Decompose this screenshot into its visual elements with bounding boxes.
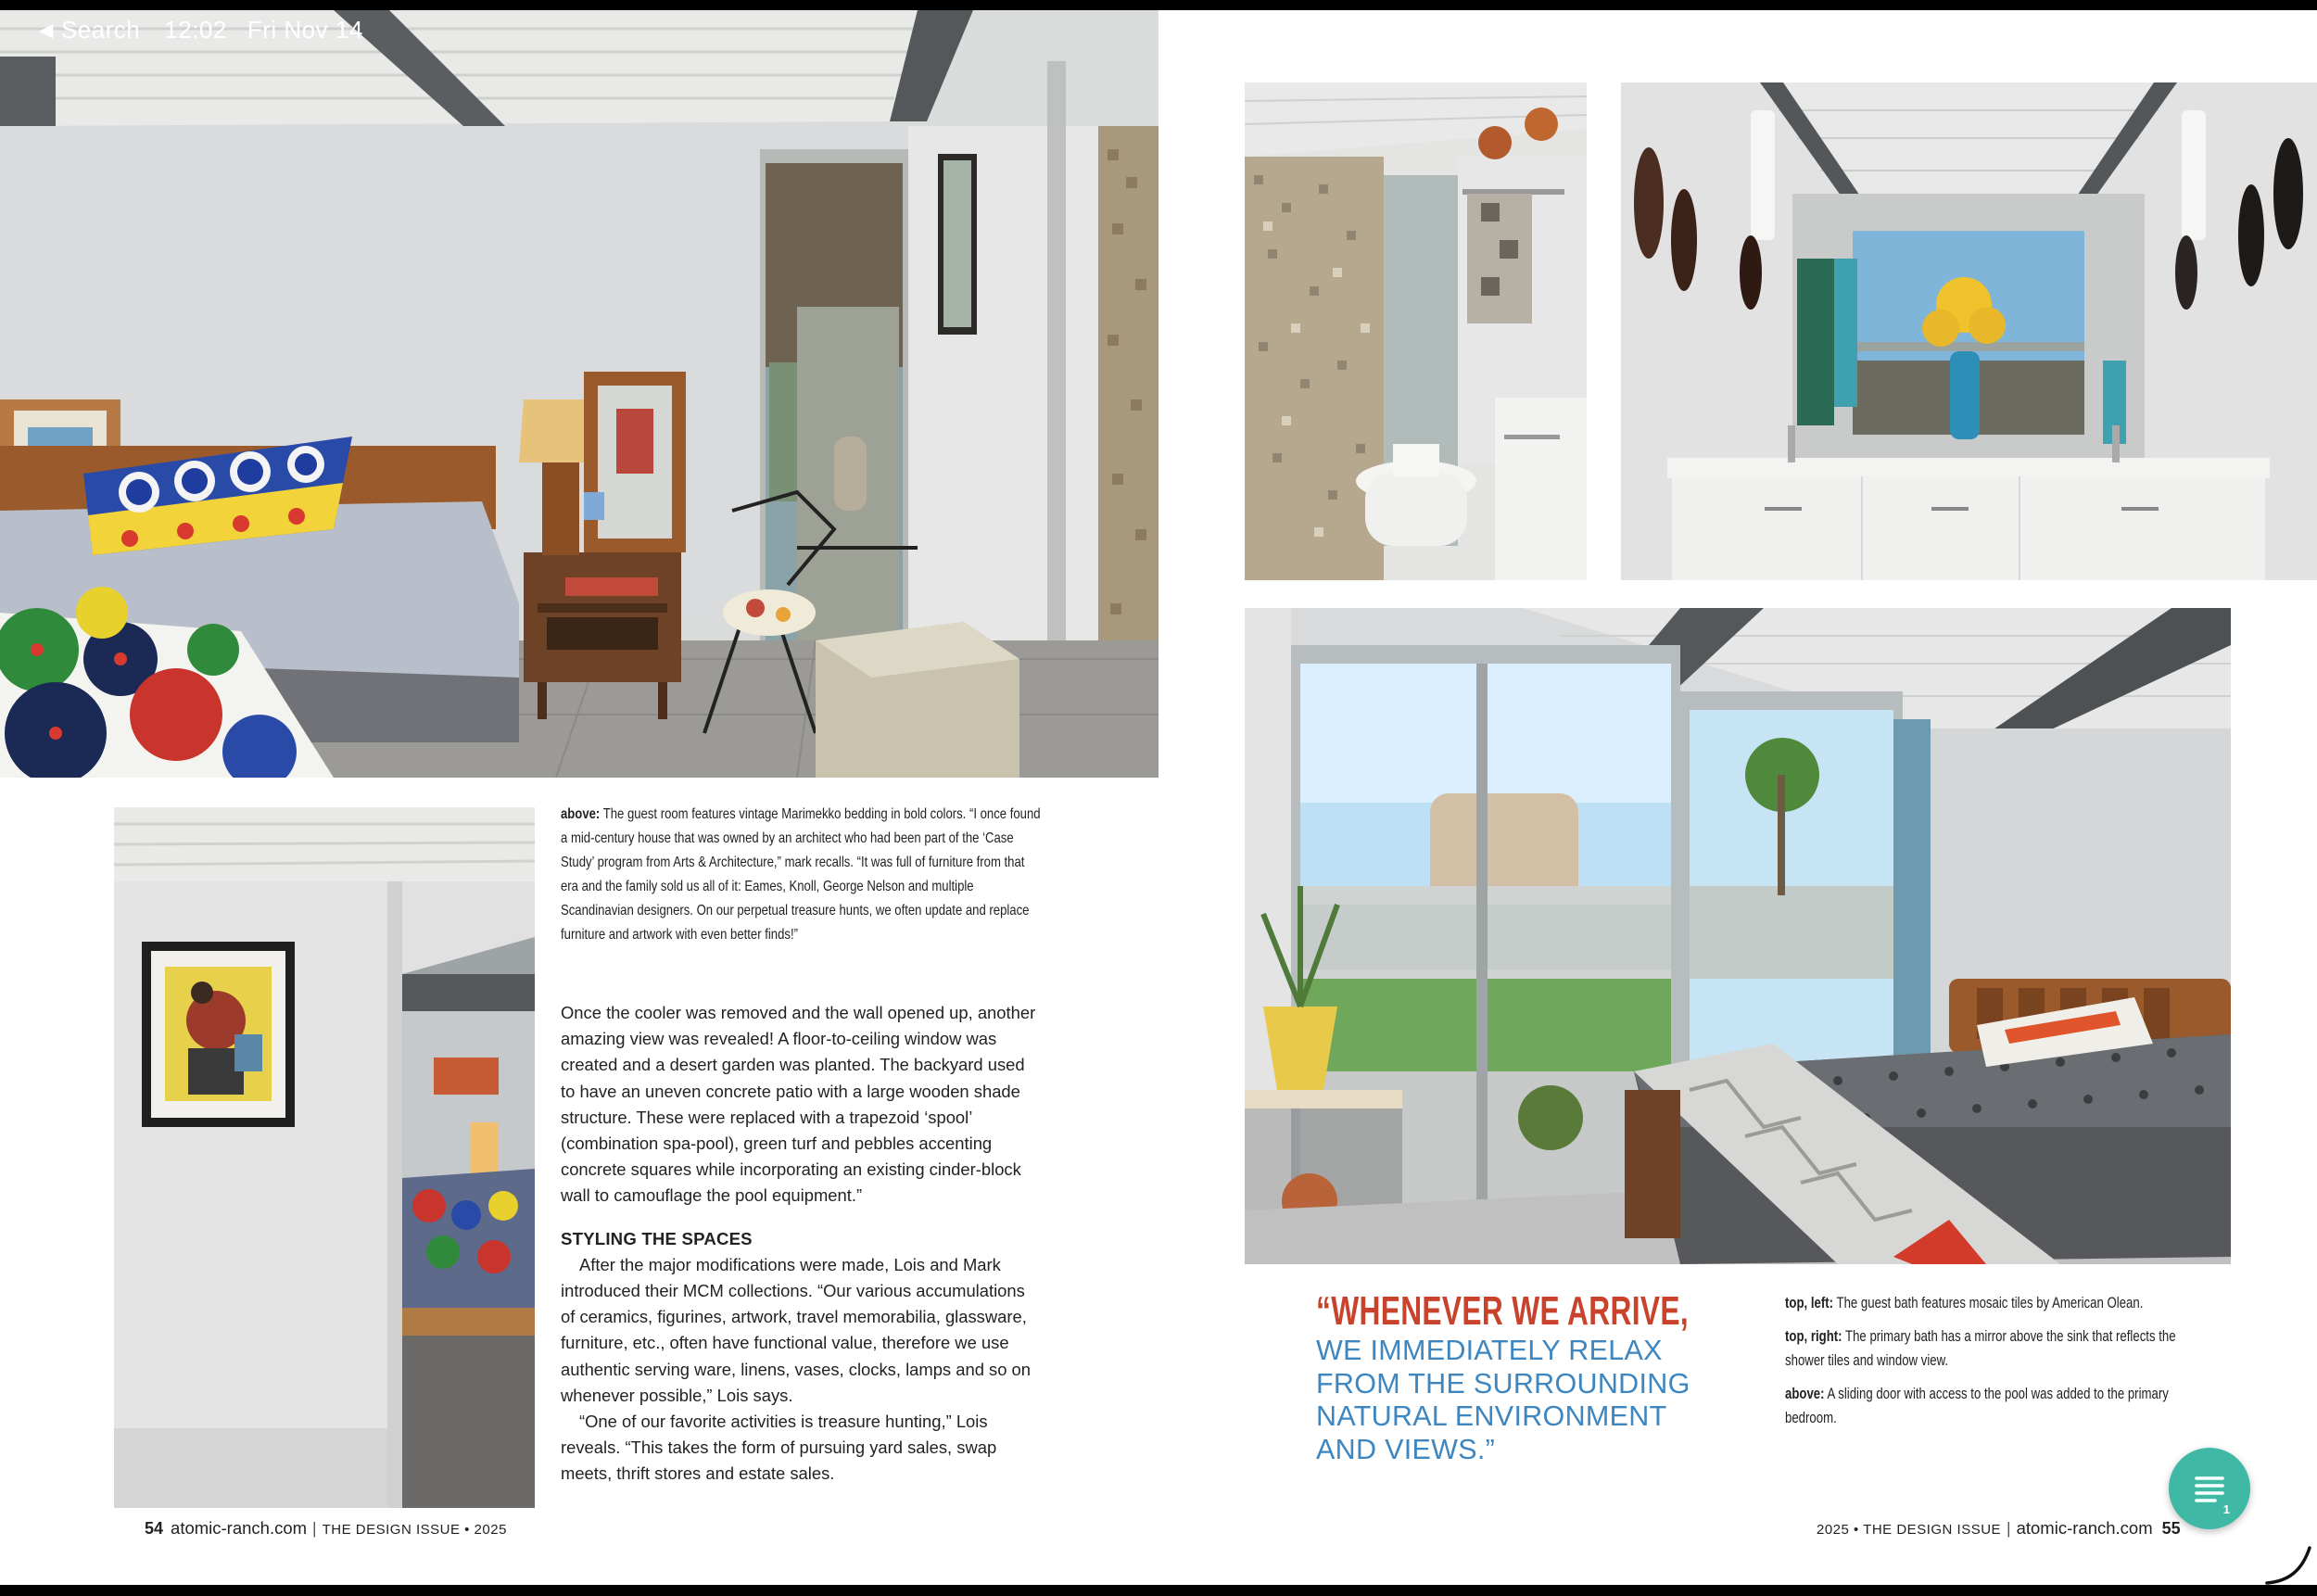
page-number: 55 [2161,1519,2181,1538]
status-bar [39,11,363,48]
table-of-contents-button[interactable] [2169,1448,2250,1529]
caption-above [1785,1382,2208,1430]
body-paragraph: “One of our favorite activities is treasure hunting,” Lois reveals. “This takes the form of pursuing yard sales, swap meets, thrift stores and estate sales. [561,1412,997,1484]
caption-text: The primary bath has a mirror above the sink that reflects the shower tiles and window view. [1785,1328,2176,1369]
bottom-screen-edge [0,1585,2317,1596]
back-arrow-icon[interactable]: ◀ [39,19,54,41]
footer-site: atomic-ranch.com [2016,1518,2153,1538]
caption-text: The guest bath features mosaic tiles by American Olean. [1836,1295,2144,1311]
page-number: 54 [145,1519,164,1538]
footer-divider: | [312,1519,317,1538]
caption-text: A sliding door with access to the pool was added to the primary bedroom. [1785,1386,2169,1426]
caption-text: The guest room features vintage Marimekko bedding in bold colors. “I once found a mid-century house that was owned by an architect who had been part of the ‘Case Study’ program from Arts & Architecture,” mark recalls. “It was full of furniture from that era and the family sold us all of it: Eames, Knoll, George Nelson and multiple Scandinavian designers. On our perpetual treasure hunts, we often update and replace furniture and artwork with even better finds!” [561,806,1041,943]
article-body [561,1000,1043,1488]
caption-label: top, left: [1785,1295,1834,1311]
caption-top-right [1785,1324,2208,1373]
right-page-footer [1817,1518,2181,1539]
primary-bedroom-photo [1245,608,2231,1264]
status-time: 12:02 [164,15,227,44]
guest-bath-photo [1245,82,1587,580]
section-heading: STYLING THE SPACES [561,1228,753,1248]
guest-room-caption [561,803,1041,947]
left-page-footer [145,1518,507,1539]
body-paragraph: Once the cooler was removed and the wall opened up, another amazing view was revealed! A floor-to-ceiling window was created and a desert garden was planted. The backyard used to have an uneven concrete patio with a large wooden shade structure. These were replaced with a trapezoid ‘spool’ (combination spa-pool), green turf and pebbles accenting concrete squares while incorporating an existing cinder-block wall to camouflage the pool equipment.” [561,1003,1036,1206]
footer-issue: 2025 • THE DESIGN ISSUE [1817,1522,2002,1538]
footer-issue: THE DESIGN ISSUE • 2025 [322,1522,507,1538]
photo-captions [1785,1291,2230,1439]
top-screen-edge [0,0,2317,10]
pull-quote [1316,1286,1705,1468]
footer-divider: | [2007,1519,2011,1538]
caption-label: top, right: [1785,1328,1842,1345]
back-to-search-link[interactable]: Search [60,15,141,44]
pull-quote-line: WE IMMEDIATELY RELAX [1316,1335,1663,1366]
caption-label: above: [561,806,601,822]
pull-quote-highlight: “WHENEVER WE ARRIVE, [1316,1288,1690,1334]
pull-quote-line: NATURAL ENVIRONMENT [1316,1400,1667,1432]
page-curl-icon[interactable] [2261,1544,2313,1585]
guest-bedroom-photo [0,10,1158,778]
body-paragraph: After the major modifications were made, Lois and Mark introduced their MCM collections. “Our various accumulations of ceramics, figurines, artwork, travel memorabilia, glassware, furniture, etc., often have functional value, therefore we use authentic serving ware, linens, vases, clocks, lamps and so on whenever possible,” Lois says. [561,1254,1032,1405]
status-date: Fri Nov 14 [247,15,363,44]
caption-top-left [1785,1291,2208,1315]
caption-label: above: [1785,1386,1825,1402]
toc-badge: 1 [2222,1502,2230,1516]
pull-quote-line: FROM THE SURROUNDING [1316,1367,1690,1400]
primary-bath-photo [1621,82,2317,580]
pull-quote-line: AND VIEWS.” [1316,1433,1496,1465]
hallway-artwork-photo [114,807,535,1508]
footer-site: atomic-ranch.com [171,1518,308,1538]
